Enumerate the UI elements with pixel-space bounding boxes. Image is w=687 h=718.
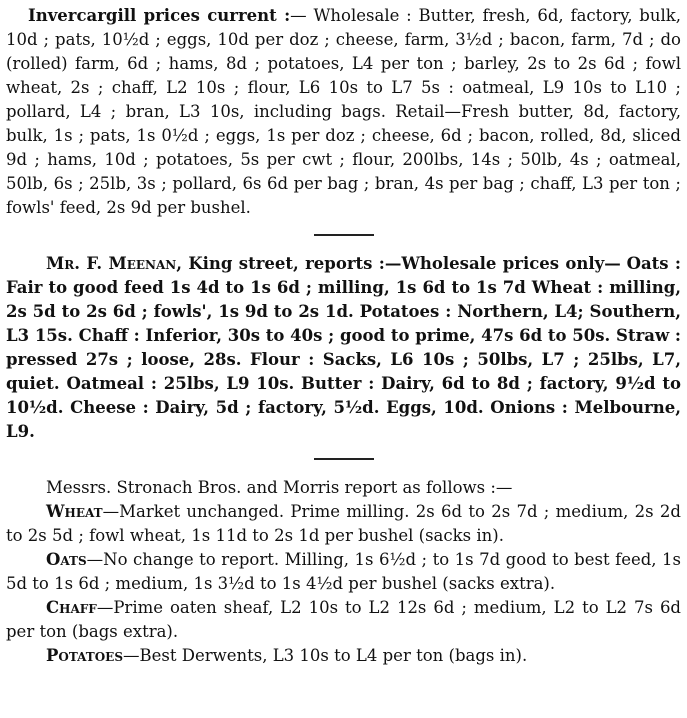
stronach-intro: Messrs. Stronach Bros. and Morris report as follows :— xyxy=(46,478,513,497)
report-intro: , King street, reports :—Wholesale prices only— xyxy=(176,254,621,273)
invercargill-prices-paragraph xyxy=(6,4,681,220)
commodity-text: —Market unchanged. Prime milling. 2s 6d to 2s 7d ; medium, 2s 2d to 2s 5d ; fowl wheat, 1s 11d to 2s 1d per bushel (sacks in). xyxy=(6,502,681,545)
commodity-text: —No change to report. Milling, 1s 6½d ; to 1s 7d good to best feed, 1s 5d to 1s 6d ; medium, 1s 3½d to 1s 4½d per bushel (sacks extra). xyxy=(6,550,681,593)
section-divider xyxy=(314,458,374,460)
section-body: — Wholesale : Butter, fresh, 6d, factory, bulk, 10d ; pats, 10½d ; eggs, 10d per doz ; cheese, farm, 3½d ; bacon, farm, 7d ; do (rolled) farm, 6d ; hams, 8d ; potatoes, L4 per ton ; barley, 2s to 2s 6d ; fowl wheat, 2s ; chaff, L2 10s ; flour, L6 10s to L7 5s : oatmeal, L9 10s to L10 ; pollard, L4 ; bran, L3 10s, including bags. Retail—Fresh butter, 8d, factory, bulk, 1s ; pats, 1s 0½d ; eggs, 1s per doz ; cheese, 6d ; bacon, rolled, 8d, sliced 9d ; hams, 10d ; potatoes, 5s per cwt ; flour, 200lbs, 14s ; 50lb, 4s ; oatmeal, 50lb, 6s ; 25lb, 3s ; pollard, 6s 6d per bag ; bran, 4s per bag ; chaff, L3 per ton ; fowls' feed, 2s 9d per bushel. xyxy=(6,6,681,217)
meenan-report-section xyxy=(6,252,681,444)
invercargill-prices-section xyxy=(6,4,681,220)
commodity-text: —Best Derwents, L3 10s to L4 per ton (bags in). xyxy=(122,646,528,665)
commodity-label: Wheat xyxy=(46,502,103,521)
market-item xyxy=(6,596,681,644)
commodity-label: Oats xyxy=(46,550,87,569)
meenan-report-paragraph xyxy=(6,252,681,444)
report-body: Oats : Fair to good feed 1s 4d to 1s 6d ; milling, 1s 6d to 1s 7d Wheat : milling, 2s 5d to 2s 6d ; fowls', 1s 9d to 2s 1d. Potatoes : Northern, L4; Southern, L3 15s. Chaff : Inferior, 30s to 40s ; good to prime, 47s 6d to 50s. Straw : pressed 27s ; loose, 28s. Flour : Sacks, L6 10s ; 50lbs, L7 ; 25lbs, L7, quiet. Oatmeal : 25lbs, L9 10s. Butter : Dairy, 6d to 8d ; factory, 9½d to 10½d. Cheese : Dairy, 5d ; factory, 5½d. Eggs, 10d. Onions : Melbourne, L9. xyxy=(6,254,682,441)
market-item xyxy=(6,500,681,548)
section-heading: Invercargill prices current : xyxy=(28,6,291,25)
market-item xyxy=(6,644,681,668)
market-item xyxy=(6,548,681,596)
commodity-label: Chaff xyxy=(46,598,97,617)
stronach-report-section xyxy=(6,476,681,668)
commodity-label: Potatoes xyxy=(46,646,123,665)
commodity-text: —Prime oaten sheaf, L2 10s to L2 12s 6d ; medium, L2 to L2 7s 6d per ton (bags extra). xyxy=(6,598,681,641)
section-divider xyxy=(314,234,374,236)
reporter-name: Mr. F. Meenan xyxy=(46,254,177,273)
